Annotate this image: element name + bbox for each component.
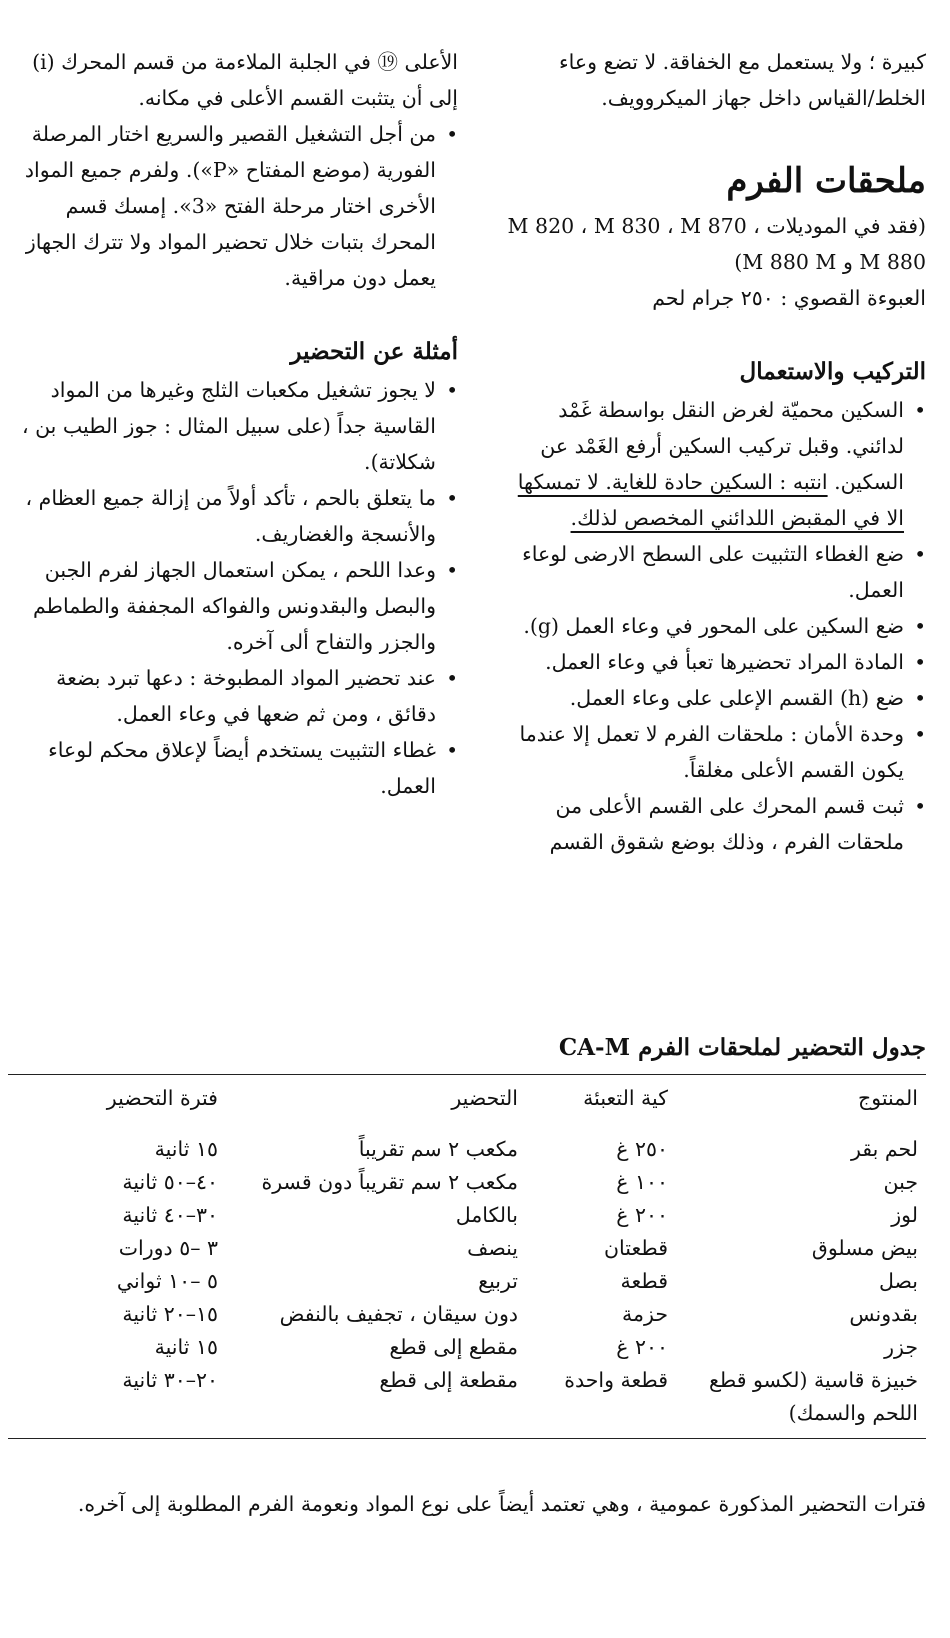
cell-preparation: مكعب ٢ سم تقريباً (358, 1137, 518, 1161)
warning-text: انتبه : السكين حادة للغاية. لا تمسكها الا في المقبض اللدائني المخصص لذلك. (517, 470, 904, 530)
cell-product: لوز (891, 1203, 918, 1227)
table-row (8, 1364, 926, 1430)
cell-product: بيض مسلوق (811, 1236, 918, 1260)
header-quantity: كية التعبئة (583, 1086, 668, 1110)
models-line: (فقد في الموديلات M 820 ، M 830 ، M 870 ، M 880 و M 880 M) (507, 214, 926, 274)
examples-list (18, 372, 458, 804)
list-item: • وحدة الأمان : ملحقات الفرم لا تعمل إلا عندما يكون القسم الأعلى مغلقاً. (496, 716, 926, 788)
examples-heading: أمثلة عن التحضير (290, 338, 458, 365)
cell-preparation: بالكامل (455, 1203, 518, 1227)
cell-quantity: ٢٠٠ غ (616, 1335, 668, 1359)
list-item: • ضع السكين على المحور في وعاء العمل (g). (496, 608, 926, 644)
right-column (496, 44, 926, 860)
cell-product: لحم بقر (850, 1137, 918, 1161)
list-item: • عند تحضير المواد المطبوخة : دعها تبرد بضعة دقائق ، ومن ثم ضعها في وعاء العمل. (18, 660, 458, 732)
table-row (8, 1265, 926, 1298)
table-bottom-rule (8, 1438, 926, 1439)
cell-quantity: قطعة (620, 1269, 668, 1293)
cell-quantity: حزمة (622, 1302, 668, 1326)
cell-product: جزر (884, 1335, 918, 1359)
cell-quantity: ٢٥٠ غ (616, 1137, 668, 1161)
list-item: • من أجل التشغيل القصير والسريع اختار المرصلة الفورية (موضع المفتاح «P»). ولفرم جميع المواد الأخرى اختار مرحلة الفتح «3». إمسك قسم المحرك بتبات خلال تحضير المواد ولا تترك الجهاز يعمل دون مراقية. (18, 116, 458, 296)
cell-duration: ٣٠–٤٠ ثانية (122, 1203, 218, 1227)
max-fill-text: العبوءة القصوي : ٢٥٠ جرام لحم (652, 286, 926, 310)
cell-duration: ١٥–٢٠ ثانية (122, 1302, 218, 1326)
list-item: • لا يجوز تشغيل مكعبات الثلج وغيرها من المواد القاسية جداً (على سبيل المثال : جوز الطيب بن ، شكلاتة). (18, 372, 458, 480)
header-duration: فترة التحضير (106, 1086, 218, 1110)
cell-preparation: مقطعة إلى قطع (379, 1368, 518, 1392)
table-row (8, 1298, 926, 1331)
list-item: • المادة المراد تحضيرها تعبأ في وعاء العمل. (496, 644, 926, 680)
list-item (496, 392, 926, 536)
cell-product: خبيزة قاسية (لكسو قطع اللحم والسمك) (708, 1368, 918, 1425)
list-item: • وعدا اللحم ، يمكن استعمال الجهاز لفرم الجبن والبصل والبقدونس والفواكه المجففة والطماطم والجزر والتفاح ألى آخره. (18, 552, 458, 660)
cell-quantity: قطعة واحدة (564, 1368, 668, 1392)
cell-duration: ٤٠–٥٠ ثانية (122, 1170, 218, 1194)
footnote: فترات التحضير المذكورة عمومية ، وهي تعتمد أيضاً على نوع المواد ونعومة الفرم المطلوبة إلى آخره. (77, 1492, 926, 1516)
list-item: • غطاء التثبيت يستخدم أيضاً لإعلاق محكم لوعاء العمل. (18, 732, 458, 804)
intro-text: كبيرة ؛ ولا يستعمل مع الخفاقة. لا تضع وعاء الخلط/القياس داخل جهاز الميكروويف. (559, 50, 926, 110)
cell-duration: ١٥ ثانية (154, 1335, 218, 1359)
cell-duration: ٢٠–٣٠ ثانية (122, 1368, 218, 1392)
preparation-table-wrap (8, 1074, 926, 1439)
cell-product: بصل (878, 1269, 918, 1293)
cell-duration: ٥ –١٠ ثواني (116, 1269, 218, 1293)
assembly-list (496, 392, 926, 860)
list-item: • ثبت قسم المحرك على القسم الأعلى من ملحقات الفرم ، وذلك بوضع شقوق القسم (496, 788, 926, 860)
table-row (8, 1331, 926, 1364)
list-item-text: السكين محميّة لغرض النقل بواسطة غَمْد لدائني. وقبل تركيب السكين أرفع الغَمْد عن السكين. (540, 398, 904, 494)
cell-preparation: مكعب ٢ سم تقريباً دون قسرة (261, 1170, 518, 1194)
cell-quantity: ١٠٠ غ (616, 1170, 668, 1194)
left-column (18, 44, 458, 804)
table-row (8, 1232, 926, 1265)
list-item: • ضع الغطاء التثبيت على السطح الارضى لوعاء العمل. (496, 536, 926, 608)
cell-product: جبن (883, 1170, 918, 1194)
header-product: المنتوج (858, 1086, 918, 1110)
table-header-row (8, 1075, 926, 1119)
cell-duration: ١٥ ثانية (154, 1137, 218, 1161)
section-title: ملحقات الفرم (726, 161, 926, 201)
cell-quantity: ٢٠٠ غ (616, 1203, 668, 1227)
cell-preparation: دون سيقان ، تجفيف بالنفض (279, 1302, 518, 1326)
cell-preparation: مقطع إلى قطع (389, 1335, 518, 1359)
continuation-list (18, 116, 458, 296)
preparation-table (8, 1075, 926, 1430)
table-row (8, 1199, 926, 1232)
table-row (8, 1119, 926, 1166)
cell-preparation: ينصف (467, 1236, 518, 1260)
table-title: جدول التحضير لملحقات الفرم CA-M (558, 1034, 926, 1061)
table-row (8, 1166, 926, 1199)
continuation-text: الأعلى ⑲ في الجلبة الملاءمة من قسم المحرك (i) إلى أن يتثبت القسم الأعلى في مكانه. (32, 50, 458, 110)
list-item: • ما يتعلق بالحم ، تأكد أولاً من إزالة جميع العظام ، والأنسجة والغضاريف. (18, 480, 458, 552)
header-preparation: التحضير (451, 1086, 518, 1110)
assembly-heading: التركيب والاستعمال (739, 358, 926, 385)
cell-preparation: تربيع (478, 1269, 518, 1293)
list-item: • ضع (h) القسم الإعلى على وعاء العمل. (496, 680, 926, 716)
cell-quantity: قطعتان (604, 1236, 668, 1260)
cell-product: بقدونس (849, 1302, 918, 1326)
cell-duration: ٣ –٥ دورات (118, 1236, 218, 1260)
